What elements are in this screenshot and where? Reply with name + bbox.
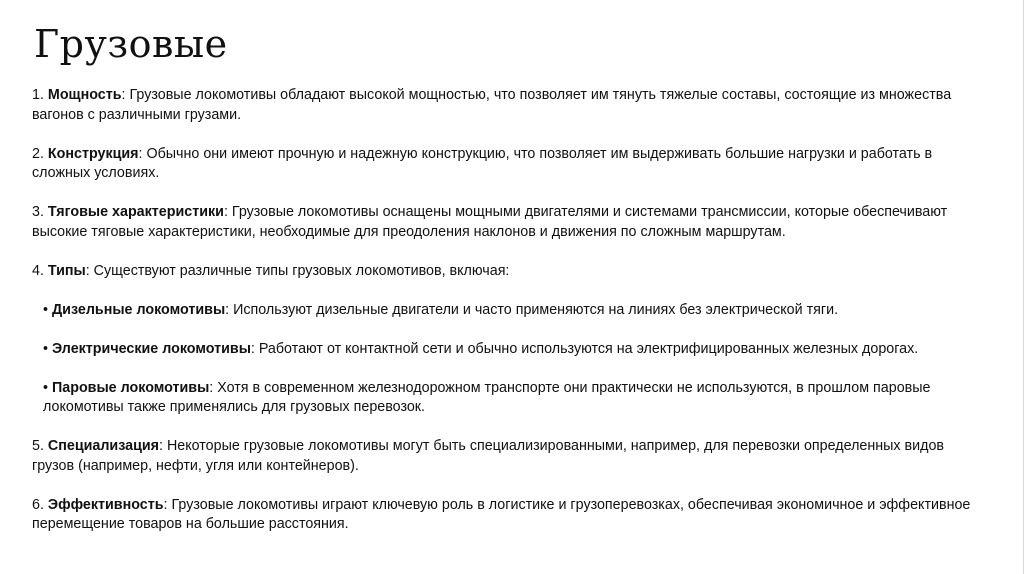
item-term: Специализация <box>47 438 160 454</box>
item-text: : Грузовые локомотивы обладают высокой мощностью, что позволяет им тянуть тяжелые составы, состоящие из множества вагонов с различными грузами. <box>32 87 952 123</box>
item-number: 1. <box>32 87 48 103</box>
item-text: : Обычно они имеют прочную и надежную конструкцию, что позволяет им выдерживать большие нагрузки и работать в сложных условиях. <box>32 145 933 181</box>
item-text: : Существуют различные типы грузовых локомотивов, включая: <box>85 262 510 279</box>
list-item-power <box>32 86 982 125</box>
item-term: Паровые локомотивы <box>51 379 210 396</box>
sub-item-diesel <box>32 301 982 321</box>
item-term: Электрические локомотивы <box>51 340 251 357</box>
item-text: : Используют дизельные двигатели и часто применяются на линиях без электрической тяги. <box>225 301 839 318</box>
item-text: : Грузовые локомотивы оснащены мощными двигателями и системами трансмиссии, которые обеспечивают высокие тяговые характеристики, необходимые для преодоления наклонов и движения по сложным маршрутам. <box>32 204 948 240</box>
item-term: Типы <box>47 262 86 279</box>
list-item-specialization <box>32 437 982 476</box>
item-term: Дизельные локомотивы <box>51 301 226 318</box>
bullet-marker: • <box>43 379 52 396</box>
item-text: : Некоторые грузовые локомотивы могут быть специализированными, например, для перевозки определенных видов грузов (например, нефти, угля или контейнеров). <box>32 438 945 474</box>
item-term: Тяговые характеристики <box>47 204 224 220</box>
list-item-types <box>32 262 982 282</box>
bullet-marker: • <box>43 340 52 357</box>
sub-item-electric <box>32 340 982 360</box>
list-item-efficiency <box>32 496 982 535</box>
sub-item-steam <box>32 379 982 418</box>
slide-body <box>32 86 982 535</box>
item-text: : Грузовые локомотивы играют ключевую роль в логистике и грузоперевозках, обеспечивая экономичное и эффективное перемещение товаров на большие расстояния. <box>32 496 971 532</box>
list-item-construction <box>32 145 982 184</box>
item-term: Мощность <box>47 87 122 103</box>
list-item-traction <box>32 203 982 242</box>
item-number: 6. <box>32 496 48 513</box>
item-text: : Работают от контактной сети и обычно используются на электрифицированных железных дорогах. <box>250 340 919 357</box>
item-number: 3. <box>32 204 48 220</box>
item-number: 5. <box>32 438 48 454</box>
item-text: : Хотя в современном железнодорожном транспорте они практически не используются, в прошлом паровые локомотивы также применялись для грузовых перевозок. <box>43 379 931 415</box>
item-number: 2. <box>32 145 48 162</box>
item-term: Конструкция <box>47 145 139 162</box>
item-number: 4. <box>32 262 48 279</box>
item-term: Эффективность <box>47 496 164 513</box>
slide-title: Грузовые <box>34 22 228 66</box>
bullet-marker: • <box>43 301 52 318</box>
